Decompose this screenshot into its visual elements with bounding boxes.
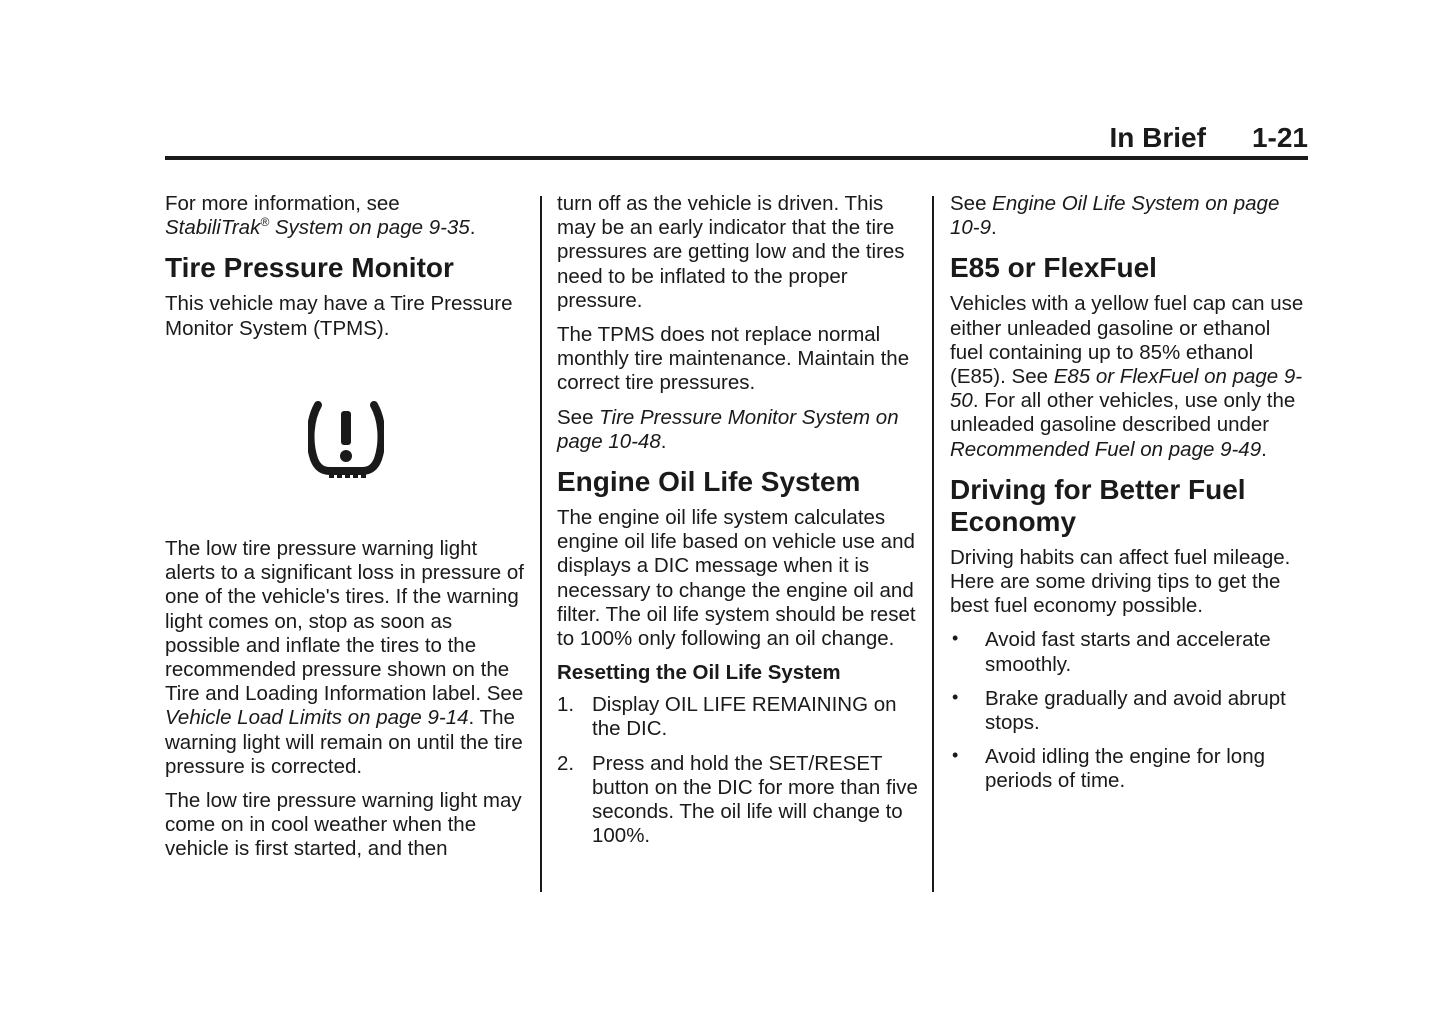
list-item bbox=[950, 745, 1308, 793]
list-item bbox=[557, 693, 919, 741]
tpms-system-reference: Tire Pressure Monitor System on page 10-48 bbox=[557, 405, 899, 453]
bullet-icon: • bbox=[952, 686, 959, 707]
step-number: 1. bbox=[557, 693, 575, 717]
oil-see-text: See bbox=[950, 192, 993, 215]
tpms-cool-weather-paragraph: The low tire pressure warning light may come on in cool weather when the vehicle is first started, and then bbox=[165, 789, 522, 861]
tip-text: Avoid idling the engine for long periods of time. bbox=[985, 745, 1265, 793]
step-text: Display OIL LIFE REMAINING on the DIC. bbox=[592, 693, 897, 741]
intro-text: For more information, see bbox=[165, 192, 400, 215]
stabilitrak-reference bbox=[165, 216, 470, 239]
tpms-continued-paragraph: turn off as the vehicle is driven. This may be an early indicator that the tire pressures are getting low and the tires need to be inflated to the proper pressure. bbox=[557, 192, 905, 312]
e85-flexfuel-heading: E85 or FlexFuel bbox=[950, 252, 1157, 284]
driving-fuel-economy-heading: Driving for Better Fuel Economy bbox=[950, 473, 1246, 537]
e85-text-1: Vehicles with a yellow fuel cap can use either unleaded gasoline or ethanol fuel containing up to 85% ethanol (E85). See bbox=[950, 292, 1304, 389]
tpms-see-text: See bbox=[557, 405, 600, 429]
e85-period: . bbox=[1261, 437, 1267, 461]
column-1 bbox=[165, 192, 527, 872]
step-text: Press and hold the SET/RESET button on the DIC for more than five seconds. The oil life will change to 100%. bbox=[592, 751, 918, 848]
e85-text-2: . For all other vehicles, use only the unleaded gasoline described under bbox=[950, 389, 1296, 437]
e85-flexfuel-reference: E85 or FlexFuel on page 9-50 bbox=[950, 365, 1303, 413]
oil-life-system-reference: Engine Oil Life System on page 10-9 bbox=[950, 192, 1280, 240]
list-item bbox=[950, 687, 1308, 735]
driving-habits-paragraph: Driving habits can affect fuel mileage. Here are some driving tips to get the best fuel economy possible. bbox=[950, 545, 1291, 618]
fuel-tips-list bbox=[950, 628, 1308, 793]
reset-steps-list bbox=[557, 693, 919, 848]
tpms-warning-paragraph bbox=[165, 537, 527, 779]
stabilitrak-ref-page: System on page 9-35 bbox=[269, 216, 470, 240]
vehicle-load-limits-reference: Vehicle Load Limits on page 9-14 bbox=[165, 706, 469, 730]
header-text bbox=[1109, 122, 1308, 154]
tpms-see-period: . bbox=[660, 429, 667, 453]
header-rule bbox=[165, 156, 1308, 160]
oil-see-period: . bbox=[991, 216, 997, 240]
header-section-title: In Brief bbox=[1109, 122, 1206, 153]
tpms-see-paragraph bbox=[557, 406, 919, 454]
registered-mark: ® bbox=[260, 215, 270, 230]
list-item bbox=[950, 628, 1308, 676]
tip-text: Brake gradually and avoid abrupt stops. bbox=[985, 686, 1286, 735]
stabilitrak-ref-name: StabiliTrak bbox=[165, 216, 261, 240]
tpms-warning-text-after: . The warning light will remain on until the tire pressure is corrected. bbox=[165, 706, 523, 778]
tpms-warning-text: The low tire pressure warning light alerts to a significant loss in pressure of one of the vehicle's tires. If the warning light comes on, stop as soon as possible and inflate the tires to the recommended pressure shown on the Tire and Loading Information label. See bbox=[165, 537, 524, 706]
bullet-icon: • bbox=[952, 628, 959, 649]
step-number: 2. bbox=[557, 751, 575, 775]
e85-paragraph bbox=[950, 292, 1308, 461]
engine-oil-life-heading: Engine Oil Life System bbox=[557, 466, 861, 498]
column-divider-2 bbox=[932, 196, 934, 892]
column-3 bbox=[950, 192, 1308, 804]
oil-life-paragraph: The engine oil life system calculates engine oil life based on vehicle use and displays a DIC message when it is necessary to change the engine oil and filter. The oil life system should be reset to 100% only following an oil change. bbox=[557, 506, 916, 651]
tpms-intro-paragraph: This vehicle may have a Tire Pressure Monitor System (TPMS). bbox=[165, 292, 513, 340]
header-page-number: 1-21 bbox=[1251, 122, 1308, 153]
intro-period: . bbox=[469, 216, 476, 240]
tire-pressure-monitor-heading: Tire Pressure Monitor bbox=[165, 252, 454, 284]
tpms-icon-container bbox=[165, 401, 527, 485]
column-2 bbox=[557, 192, 919, 858]
tip-text: Avoid fast starts and accelerate smoothly. bbox=[985, 628, 1271, 676]
intro-paragraph bbox=[165, 192, 527, 240]
bullet-icon: • bbox=[952, 745, 959, 766]
oil-see-paragraph bbox=[950, 192, 1308, 240]
tpms-maintenance-paragraph: The TPMS does not replace normal monthly tire maintenance. Maintain the correct tire pressures. bbox=[557, 323, 910, 395]
recommended-fuel-reference: Recommended Fuel on page 9-49 bbox=[950, 437, 1262, 461]
column-divider-1 bbox=[540, 196, 542, 892]
list-item bbox=[557, 752, 919, 849]
page-header bbox=[165, 120, 1308, 160]
resetting-oil-life-heading: Resetting the Oil Life System bbox=[557, 661, 841, 685]
tire-pressure-warning-icon bbox=[308, 401, 384, 479]
